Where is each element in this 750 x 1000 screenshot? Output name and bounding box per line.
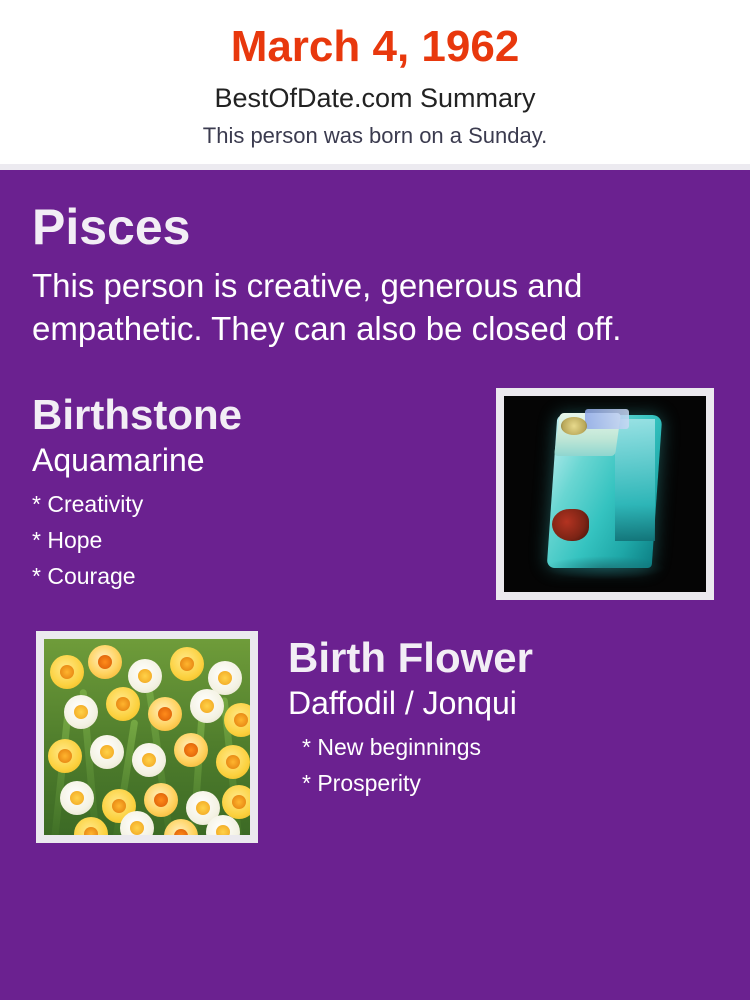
birth-flower-image-frame — [36, 631, 258, 843]
birthstone-title: Birthstone — [32, 390, 242, 438]
birthstone-trait: * Creativity — [32, 490, 144, 517]
page-title: March 4, 1962 — [230, 22, 520, 71]
daffodil-bloom — [64, 695, 98, 729]
birth-flower-name: Daffodil / Jonqui — [288, 685, 517, 722]
birth-flower-section — [32, 631, 718, 843]
daffodil-bloom — [120, 811, 154, 835]
daffodil-bloom — [216, 745, 250, 779]
birthstone-trait: * Courage — [32, 562, 136, 589]
daffodil-bloom — [132, 743, 166, 777]
daffodil-bloom — [60, 781, 94, 815]
daffodil-bloom — [174, 733, 208, 767]
crystal-facet-right — [615, 419, 655, 541]
daffodil-bloom — [74, 817, 108, 835]
birthstone-name: Aquamarine — [32, 441, 205, 478]
daffodil-bloom — [190, 689, 224, 723]
daffodil-bloom — [128, 659, 162, 693]
birth-flower-title: Birth Flower — [288, 633, 534, 681]
daffodil-bloom — [224, 703, 250, 737]
header — [0, 0, 750, 164]
daffodil-bloom — [88, 645, 122, 679]
birthstone-trait: * Hope — [32, 526, 103, 553]
birthstone-section — [32, 388, 718, 601]
crystal-inclusion-rust — [552, 509, 588, 540]
birthstone-text — [32, 388, 242, 601]
daffodil-bloom — [148, 697, 182, 731]
crystal-blue-tip — [585, 409, 629, 429]
zodiac-sign-title: Pisces — [32, 199, 191, 256]
daffodil-bloom — [90, 735, 124, 769]
aquamarine-crystal-icon — [504, 396, 706, 592]
daffodil-bloom — [50, 655, 84, 689]
daffodil-field-icon — [44, 639, 250, 835]
birth-day-note: This person was born on a Sunday. — [202, 122, 548, 148]
daffodil-bloom — [144, 783, 178, 817]
birth-flower-traits — [288, 736, 718, 795]
birth-flower-text — [258, 631, 718, 808]
crystal-inclusion-yellow — [561, 417, 587, 435]
daffodil-bloom — [48, 739, 82, 773]
content-panel — [0, 170, 750, 1000]
daffodil-bloom — [106, 687, 140, 721]
zodiac-description: This person is creative, generous and empathetic. They can also be closed off. — [32, 267, 622, 347]
birth-flower-trait: * New beginnings — [302, 734, 482, 761]
site-summary-label: BestOfDate.com Summary — [214, 82, 536, 113]
birthstone-image-frame — [496, 388, 714, 600]
birth-flower-trait: * Prosperity — [302, 770, 421, 797]
daffodil-bloom — [170, 647, 204, 681]
crystal-glow — [544, 556, 665, 580]
daffodil-bloom — [222, 785, 250, 819]
